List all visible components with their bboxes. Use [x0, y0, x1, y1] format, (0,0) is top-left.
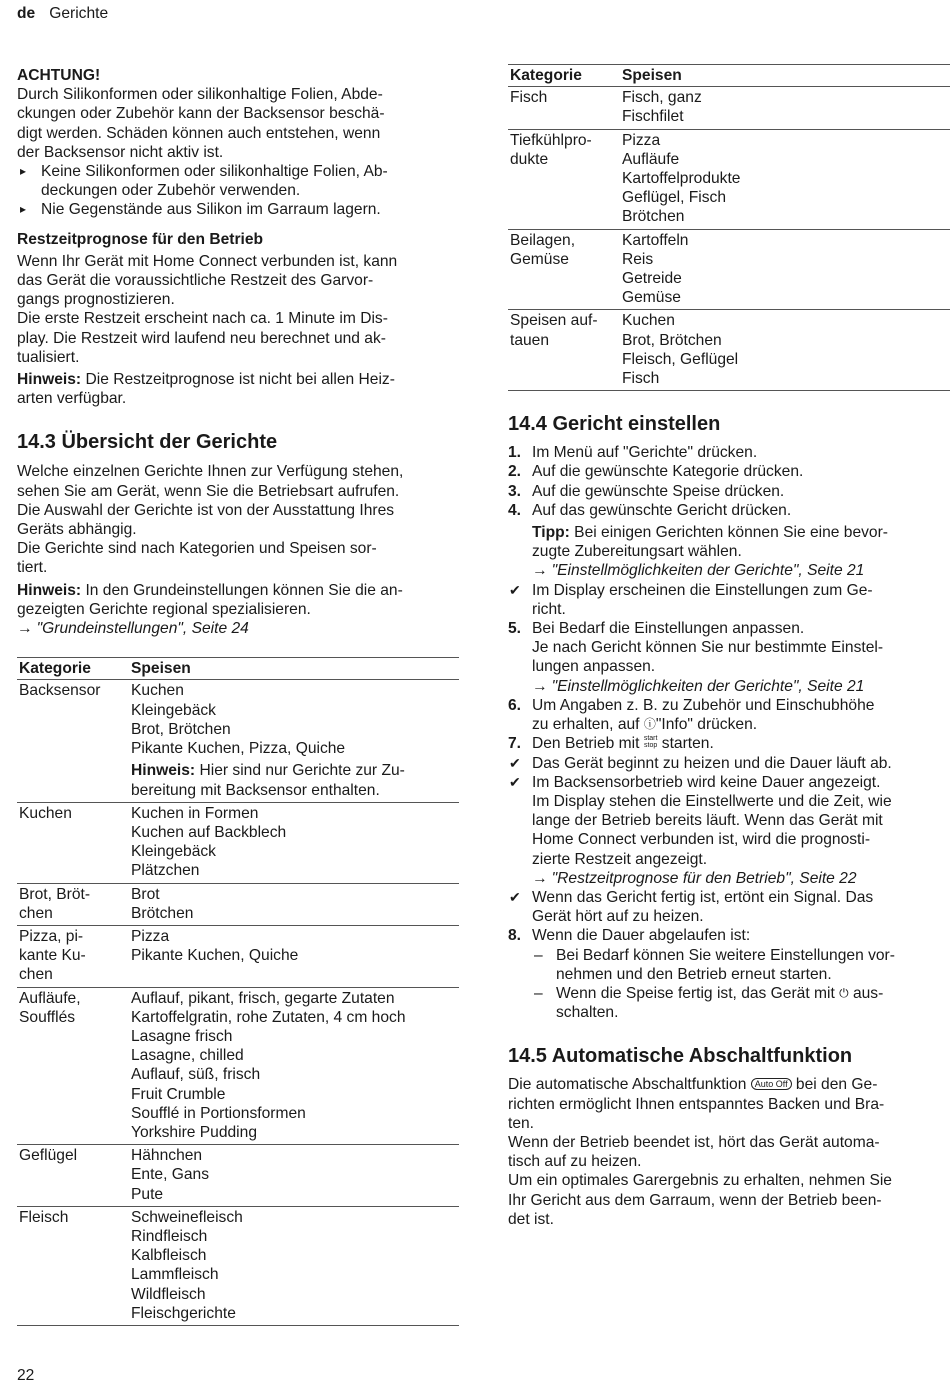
table-row: [17, 680, 459, 802]
warning-title: ACHTUNG!: [17, 67, 101, 84]
section-14-3-text: Welche einzelnen Gerichte Ihnen zur Verfügung stehen, sehen Sie am Gerät, wenn Sie die Betriebsart aufrufen. Die Auswahl der Gerichte ist von der Ausstattung Ihres Geräts abhängig. Die Gerichte sind nach Kategorien und Speisen sor- tiert.: [17, 463, 404, 577]
substep-item: – Wenn die Speise fertig ist, das Gerät mit ⏻ aus- schalten.: [532, 984, 950, 1022]
check-icon: ✔: [509, 581, 521, 598]
restzeit-note: Hinweis: Die Restzeitprognose ist nicht bei allen Heiz- arten verfügbar.: [17, 371, 395, 408]
warning-bullet: ▸ Nie Gegenstände aus Silikon im Garraum lagern.: [17, 200, 459, 219]
section-14-5-heading: 14.5 Automatische Abschaltfunktion: [508, 1045, 853, 1068]
cross-reference-link[interactable]: → "Grundeinstellungen", Seite 24: [17, 620, 249, 638]
page-header: [17, 4, 108, 23]
table-row: [17, 987, 459, 1145]
category-cell: Backsensor: [17, 680, 129, 802]
substeps: [508, 946, 950, 1023]
category-cell: Beilagen, Gemüse: [508, 229, 620, 310]
dishes-table: [17, 657, 459, 1326]
tip: Tipp: Bei einigen Gerichten können Sie eine bevor- zugte Zubereitungsart wählen. → "Einstellmöglichkeiten der Gerichte", Seite 21: [508, 523, 950, 581]
result-item: ✔ Im Display erscheinen die Einstellungen zum Ge- richt.: [509, 581, 873, 618]
cross-reference-link[interactable]: → "Einstellmöglichkeiten der Gerichte", Seite 21: [532, 562, 865, 580]
column-header-food: Speisen: [129, 658, 459, 680]
section-14-3-heading: 14.3 Übersicht der Gerichte: [17, 431, 278, 454]
dishes-table-continued: [508, 64, 950, 391]
result-item: ✔ Wenn das Gericht fertig ist, ertönt ein Signal. Das Gerät hört auf zu heizen.: [509, 888, 874, 926]
category-cell: Brot, Bröt- chen: [17, 883, 129, 925]
table-row: [17, 1145, 459, 1207]
table-row: [17, 1206, 459, 1325]
right-column: [508, 64, 950, 1229]
food-cell: Kuchen in Formen Kuchen auf Backblech Kleingebäck Plätzchen: [129, 802, 459, 883]
arrow-right-icon: →: [532, 677, 548, 695]
warning-bullet: ▸ Keine Silikonformen oder silikonhaltige Folien, Ab- deckungen oder Zubehör verwenden.: [17, 162, 459, 200]
category-cell: Fleisch: [17, 1206, 129, 1325]
restzeit-heading: Restzeitprognose für den Betrieb: [17, 230, 264, 248]
table-row: [508, 229, 950, 310]
table-row: [17, 802, 459, 883]
power-icon: ⏻: [839, 985, 849, 1000]
section-14-4-heading: 14.4 Gericht einstellen: [508, 413, 721, 436]
header-title: Gerichte: [49, 5, 109, 22]
check-icon: ✔: [509, 773, 521, 790]
result-item: ✔ Das Gerät beginnt zu heizen und die Dauer läuft ab.: [509, 754, 892, 772]
start-stop-icon: start stop: [643, 735, 658, 750]
section-14-3-note: Hinweis: In den Grundeinstellungen können Sie die an- gezeigten Gerichte regional spezialisieren.: [17, 581, 403, 618]
category-cell: Aufläufe, Soufflés: [17, 987, 129, 1145]
step-item: 8. Wenn die Dauer abgelaufen ist:: [508, 927, 751, 945]
step-item: 2. Auf die gewünschte Kategorie drücken.: [508, 463, 804, 481]
substep-item: – Bei Bedarf können Sie weitere Einstellungen vor- nehmen und den Betrieb erneut starten.: [532, 946, 950, 984]
arrow-right-icon: →: [532, 562, 548, 580]
table-row: [508, 87, 950, 129]
food-cell: Kartoffeln Reis Getreide Gemüse: [620, 229, 950, 310]
food-cell: Brot Brötchen: [129, 883, 459, 925]
food-cell: Auflauf, pikant, frisch, gegarte Zutaten Kartoffelgratin, rohe Zutaten, 4 cm hoch Lasagne frisch Lasagne, chilled Auflauf, süß, frisch Fruit Crumble Soufflé in Portionsformen Yorkshire Pudding: [129, 987, 459, 1145]
category-cell: Kuchen: [17, 802, 129, 883]
info-icon: ⓘ: [643, 717, 656, 732]
steps-list: [508, 443, 950, 1022]
cross-reference-link[interactable]: → "Restzeitprognose für den Betrieb", Seite 22: [532, 869, 857, 887]
food-cell: Pizza Aufläufe Kartoffelprodukte Geflügel, Fisch Brötchen: [620, 129, 950, 229]
restzeit-text: Wenn Ihr Gerät mit Home Connect verbunden ist, kann das Gerät die voraussichtliche Restzeit des Garvor- gangs prognostizieren. Die erste Restzeit erscheint nach ca. 1 Minute im Dis- play. Die Restzeit wird laufend neu berechnet und ak- tualisiert.: [17, 252, 398, 366]
check-icon: ✔: [509, 888, 521, 905]
check-icon: ✔: [509, 754, 521, 771]
column-header-category: Kategorie: [508, 65, 620, 87]
category-cell: Fisch: [508, 87, 620, 129]
food-cell: Kuchen Brot, Brötchen Fleisch, Geflügel Fisch: [620, 310, 950, 391]
category-cell: Pizza, pi- kante Ku- chen: [17, 925, 129, 987]
arrow-right-icon: →: [532, 869, 548, 887]
table-row: [508, 310, 950, 391]
result-item: ✔ Im Backsensorbetrieb wird keine Dauer angezeigt. Im Display stehen die Einstellwerte und die Zeit, wie lange der Betrieb bereits läuft. Wenn das Gerät mit Home Connect verbunden ist, wird die prognosti- zierte Restzeit angezeigt. → "Restzeitprognose für den Betrieb", Seite 22: [508, 773, 950, 888]
food-cell: Fisch, ganz Fischfilet: [620, 87, 950, 129]
step-item: 7. Den Betrieb mit start stop starten.: [508, 735, 714, 753]
table-row: [17, 925, 459, 987]
language-code: de: [17, 5, 36, 22]
arrow-right-icon: →: [17, 620, 33, 638]
column-header-category: Kategorie: [17, 658, 129, 680]
warning-text: Durch Silikonformen oder silikonhaltige Folien, Abde- ckungen oder Zubehör kann der Backsensor beschä- digt werden. Schäden können auch entstehen, wenn der Backsensor nicht aktiv ist.: [17, 86, 385, 161]
cross-reference-link[interactable]: → "Einstellmöglichkeiten der Gerichte", Seite 21: [532, 677, 865, 695]
category-cell: Geflügel: [17, 1145, 129, 1207]
step-item: 5. Bei Bedarf die Einstellungen anpassen. Je nach Gericht können Sie nur bestimmte Einstel- lungen anpassen. → "Einstellmöglichkeiten der Gerichte", Seite 21: [508, 619, 950, 696]
food-cell: Kuchen Kleingebäck Brot, Brötchen Pikante Kuchen, Pizza, Quiche Hinweis: Hier sind nur Gerichte zur Zu- bereitung mit Backsensor enthalten.: [129, 680, 459, 802]
left-column: [17, 66, 459, 1326]
food-cell: Schweinefleisch Rindfleisch Kalbfleisch Lammfleisch Wildfleisch Fleischgerichte: [129, 1206, 459, 1325]
step-item: 6. Um Angaben z. B. zu Zubehör und Einschubhöhe zu erhalten, auf ⓘ"Info" drücken.: [508, 696, 875, 734]
table-row: [508, 129, 950, 229]
food-cell: Pizza Pikante Kuchen, Quiche: [129, 925, 459, 987]
table-header-row: [17, 658, 459, 680]
category-cell: Tiefkühlpro- dukte: [508, 129, 620, 229]
step-item: 4. Auf das gewünschte Gericht drücken.: [508, 501, 792, 519]
step-item: 1. Im Menü auf "Gerichte" drücken.: [508, 444, 758, 462]
food-cell: Hähnchen Ente, Gans Pute: [129, 1145, 459, 1207]
column-header-food: Speisen: [620, 65, 950, 87]
page-number: 22: [17, 1367, 35, 1384]
section-14-5-text: Die automatische Abschaltfunktion Auto Off bei den Ge- richten ermöglicht Ihnen entspanntes Backen und Bra- ten. Wenn der Betrieb beendet ist, hört das Gerät automa- tisch auf zu heizen. Um ein optimales Garergebnis zu erhalten, nehmen Sie Ihr Gericht aus dem Garraum, wenn der Betrieb been- det ist.: [508, 1076, 892, 1228]
table-header-row: [508, 65, 950, 87]
auto-off-icon: Auto Off: [751, 1078, 792, 1090]
table-row: [17, 883, 459, 925]
category-cell: Speisen auf- tauen: [508, 310, 620, 391]
step-item: 3. Auf die gewünschte Speise drücken.: [508, 482, 785, 500]
